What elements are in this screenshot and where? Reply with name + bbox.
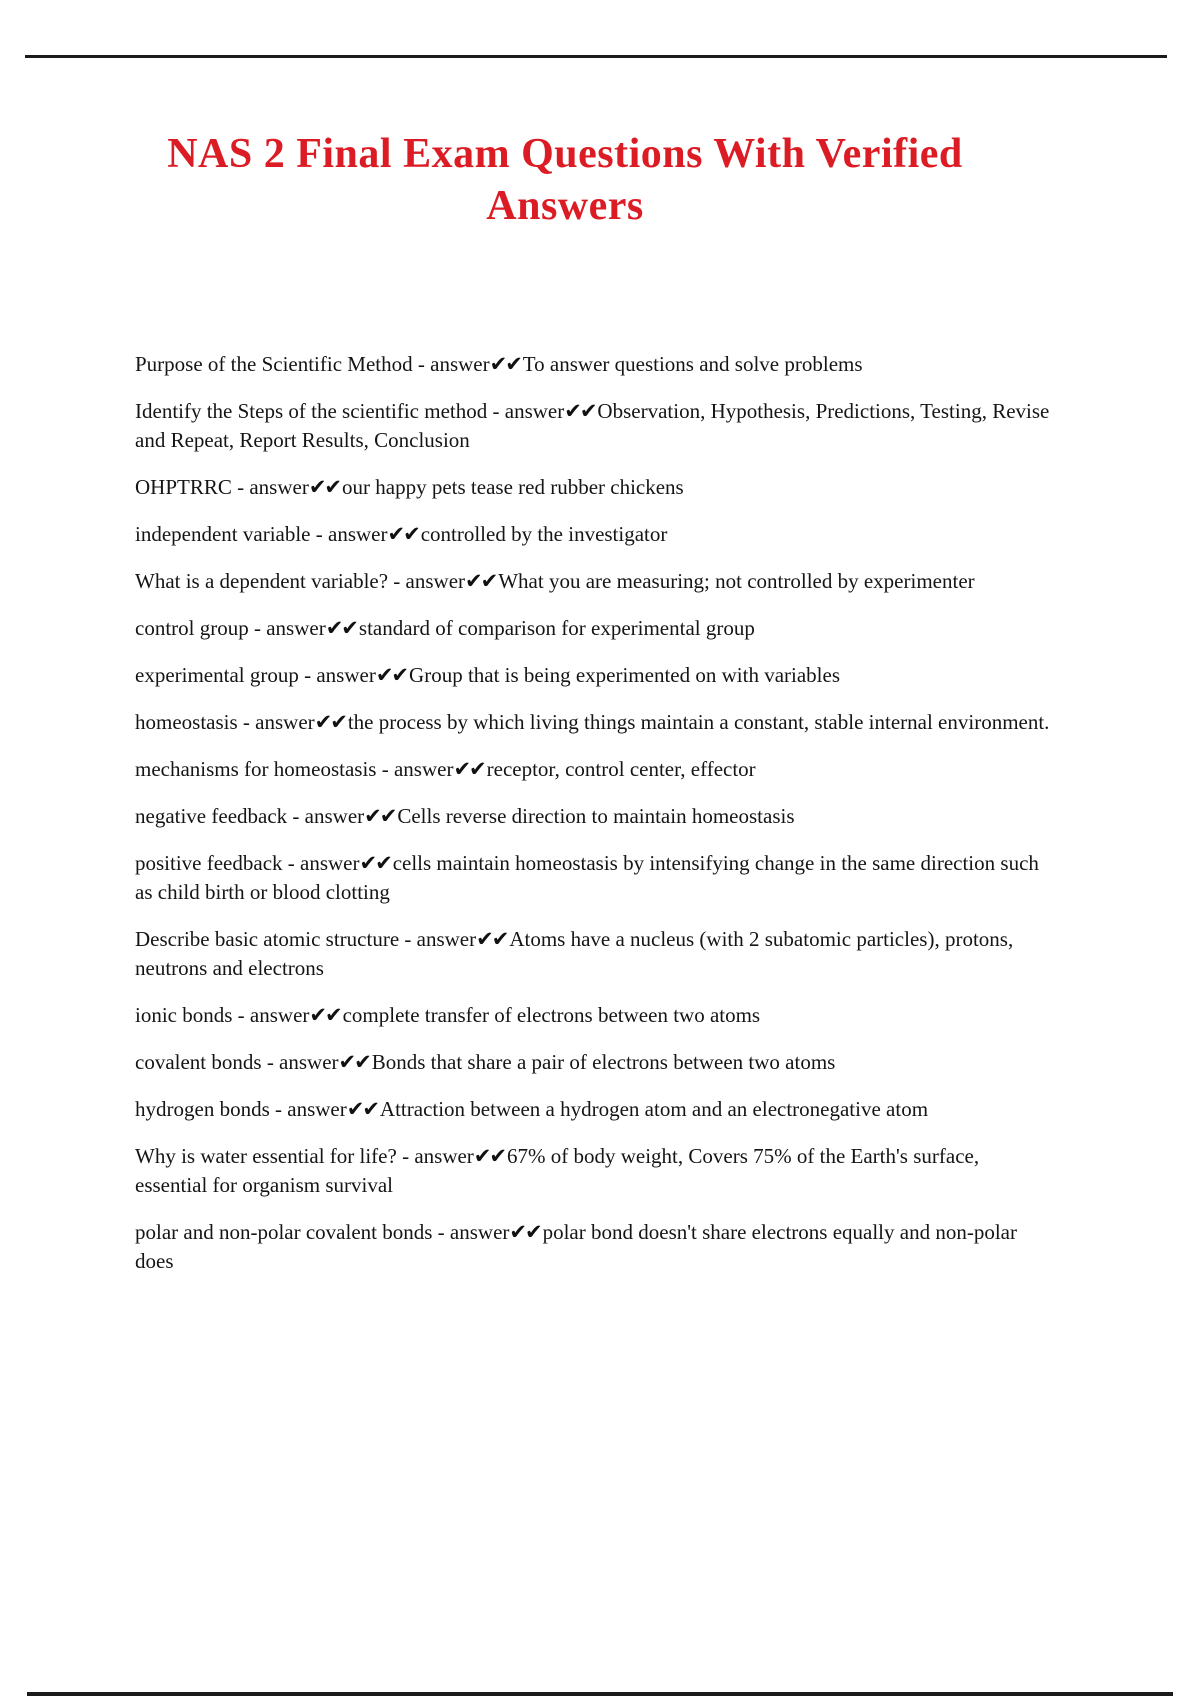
- qa-question: What is a dependent variable?: [135, 569, 389, 593]
- double-checkmark-icon: ✔✔: [325, 616, 357, 640]
- qa-answer: receptor, control center, effector: [486, 757, 756, 781]
- bottom-divider: [27, 1692, 1173, 1696]
- qa-question: OHPTRRC: [135, 475, 232, 499]
- qa-answer: standard of comparison for experimental group: [358, 616, 755, 640]
- qa-item: [135, 925, 1050, 983]
- qa-answer-prefix: - answer: [287, 804, 365, 828]
- qa-question: covalent bonds: [135, 1050, 262, 1074]
- qa-answer-prefix: - answer: [432, 1220, 510, 1244]
- double-checkmark-icon: ✔✔: [564, 399, 596, 423]
- qa-answer: our happy pets tease red rubber chickens: [342, 475, 684, 499]
- double-checkmark-icon: ✔✔: [473, 1144, 505, 1168]
- qa-question: hydrogen bonds: [135, 1097, 270, 1121]
- top-divider: [25, 55, 1167, 58]
- qa-answer-prefix: - answer: [231, 475, 309, 499]
- qa-item: [135, 473, 1050, 502]
- qa-answer: Observation, Hypothesis, Predictions, Testing, Revise and Repeat, Report Results, Conclusion: [135, 399, 1050, 452]
- double-checkmark-icon: ✔✔: [338, 1050, 370, 1074]
- qa-item: [135, 849, 1050, 907]
- qa-answer-prefix: - answer: [396, 1144, 474, 1168]
- qa-answer: the process by which living things maintain a constant, stable internal environment.: [347, 710, 1050, 734]
- qa-answer: Bonds that share a pair of electrons between two atoms: [371, 1050, 836, 1074]
- qa-item: [135, 708, 1050, 737]
- qa-answer: complete transfer of electrons between two atoms: [342, 1003, 761, 1027]
- qa-question: independent variable: [135, 522, 311, 546]
- document-title: NAS 2 Final Exam Questions With Verified Answers: [167, 131, 963, 229]
- qa-question: mechanisms for homeostasis: [135, 757, 377, 781]
- qa-item: [135, 1001, 1050, 1030]
- qa-answer-prefix: - answer: [310, 522, 388, 546]
- qa-item: [135, 397, 1050, 455]
- qa-item: [135, 1218, 1050, 1276]
- qa-list: [135, 350, 1050, 1294]
- qa-question: experimental group: [135, 663, 299, 687]
- qa-answer-prefix: - answer: [487, 399, 565, 423]
- double-checkmark-icon: ✔✔: [509, 1220, 541, 1244]
- qa-question: Identify the Steps of the scientific method: [135, 399, 488, 423]
- qa-item: [135, 661, 1050, 690]
- qa-answer-prefix: - answer: [412, 352, 490, 376]
- qa-answer-prefix: - answer: [232, 1003, 310, 1027]
- qa-item: [135, 1048, 1050, 1077]
- double-checkmark-icon: ✔✔: [465, 569, 497, 593]
- qa-answer: polar bond doesn't share electrons equally and non-polar does: [135, 1220, 1017, 1273]
- qa-item: [135, 1142, 1050, 1200]
- double-checkmark-icon: ✔✔: [375, 663, 408, 687]
- double-checkmark-icon: ✔✔: [346, 1097, 378, 1121]
- qa-item: [135, 567, 1050, 596]
- qa-question: Purpose of the Scientific Method: [135, 352, 413, 376]
- double-checkmark-icon: ✔✔: [359, 851, 391, 875]
- qa-answer: Cells reverse direction to maintain homeostasis: [397, 804, 795, 828]
- qa-answer-prefix: - answer: [248, 616, 326, 640]
- double-checkmark-icon: ✔✔: [308, 475, 341, 499]
- qa-item: [135, 520, 1050, 549]
- qa-item: [135, 350, 1050, 379]
- double-checkmark-icon: ✔✔: [364, 804, 396, 828]
- qa-question: Describe basic atomic structure: [135, 927, 400, 951]
- qa-answer: 67% of body weight, Covers 75% of the Earth's surface, essential for organism survival: [135, 1144, 980, 1197]
- double-checkmark-icon: ✔✔: [309, 1003, 341, 1027]
- qa-answer-prefix: - answer: [237, 710, 315, 734]
- qa-question: control group: [135, 616, 249, 640]
- qa-answer: Attraction between a hydrogen atom and an electronegative atom: [379, 1097, 929, 1121]
- qa-answer: Atoms have a nucleus (with 2 subatomic particles), protons, neutrons and electrons: [135, 927, 1014, 980]
- qa-answer-prefix: - answer: [269, 1097, 347, 1121]
- qa-answer: cells maintain homeostasis by intensifying change in the same direction such as child birth or blood clotting: [135, 851, 1039, 904]
- double-checkmark-icon: ✔✔: [387, 522, 419, 546]
- qa-answer-prefix: - answer: [399, 927, 477, 951]
- qa-item: [135, 755, 1050, 784]
- qa-answer-prefix: - answer: [261, 1050, 339, 1074]
- qa-question: polar and non-polar covalent bonds: [135, 1220, 433, 1244]
- qa-answer-prefix: - answer: [388, 569, 466, 593]
- qa-question: ionic bonds: [135, 1003, 233, 1027]
- qa-question: negative feedback: [135, 804, 288, 828]
- double-checkmark-icon: ✔✔: [314, 710, 346, 734]
- qa-answer-prefix: - answer: [298, 663, 376, 687]
- qa-answer: controlled by the investigator: [420, 522, 668, 546]
- qa-question: homeostasis: [135, 710, 238, 734]
- qa-question: Why is water essential for life?: [135, 1144, 397, 1168]
- qa-answer: To answer questions and solve problems: [522, 352, 863, 376]
- qa-answer-prefix: - answer: [282, 851, 360, 875]
- qa-item: [135, 614, 1050, 643]
- double-checkmark-icon: ✔✔: [476, 927, 508, 951]
- double-checkmark-icon: ✔✔: [453, 757, 485, 781]
- qa-answer: What you are measuring; not controlled by experimenter: [498, 569, 975, 593]
- qa-answer-prefix: - answer: [376, 757, 454, 781]
- qa-question: positive feedback: [135, 851, 283, 875]
- qa-item: [135, 1095, 1050, 1124]
- double-checkmark-icon: ✔✔: [489, 352, 521, 376]
- qa-item: [135, 802, 1050, 831]
- qa-answer: Group that is being experimented on with variables: [409, 663, 841, 687]
